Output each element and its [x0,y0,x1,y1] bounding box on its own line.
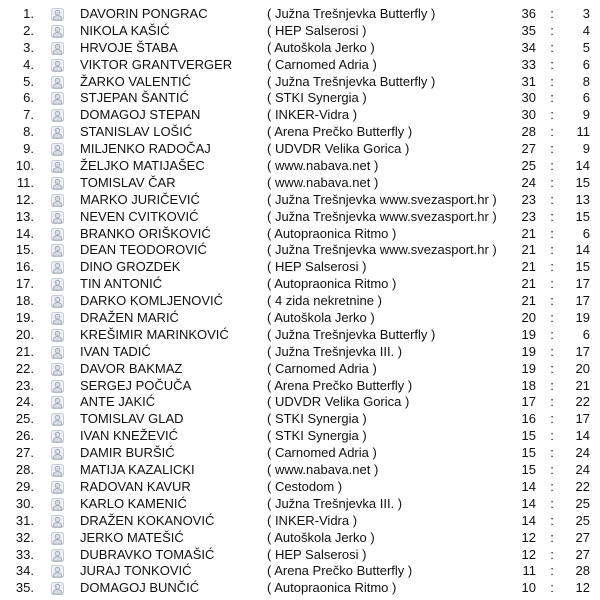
rank-number: 3. [23,39,34,55]
losses-count: 27 [575,546,590,562]
losses-count: 20 [575,360,590,376]
wins-count: 19 [521,326,536,342]
user-avatar-icon [51,532,64,545]
losses-count: 6 [582,56,590,72]
user-avatar-icon [51,244,64,257]
player-name: ŽARKO VALENTIĆ [80,73,192,89]
losses-count: 11 [576,124,590,140]
player-name: VIKTOR GRANTVERGER [80,56,233,72]
player-name: RADOVAN KAVUR [80,478,191,494]
losses-count: 28 [575,563,590,579]
list-item [0,40,600,57]
club-name: ( Carnomed Adria ) [267,56,377,72]
player-name: JERKO MATEŠIĆ [80,529,184,545]
list-item [0,462,600,479]
list-item [0,57,600,74]
user-avatar-icon [51,329,64,342]
user-avatar-icon [51,76,64,89]
losses-count: 15 [575,208,590,224]
wins-count: 21 [521,242,536,258]
player-name: STJEPAN ŠANTIĆ [80,90,189,106]
list-item [0,226,600,243]
score-separator: : [550,428,554,444]
wins-count: 30 [521,90,536,106]
wins-count: 21 [521,276,536,292]
score-separator: : [550,242,554,258]
losses-count: 3 [582,6,590,21]
user-avatar-icon [51,481,64,494]
rank-number: 21. [15,343,34,359]
wins-count: 14 [521,495,536,511]
list-item [0,6,600,23]
club-name: ( UDVDR Velika Gorica ) [267,394,410,410]
wins-count: 18 [521,377,536,393]
losses-count: 21 [575,377,590,393]
list-item [0,293,600,310]
rank-number: 20. [15,326,34,342]
club-name: ( Autoškola Jerko ) [267,310,375,326]
score-separator: : [550,259,554,275]
list-item [0,141,600,158]
rank-number: 35. [15,580,34,596]
user-avatar-icon [51,126,64,139]
losses-count: 25 [575,512,590,528]
list-item [0,310,600,327]
player-name: TOMISLAV ČAR [80,174,176,190]
player-name: TIN ANTONIĆ [80,276,163,292]
list-item [0,124,600,141]
list-item [0,547,600,564]
wins-count: 30 [521,107,536,123]
score-separator: : [550,495,554,511]
player-name: BRANKO ORIŠKOVIĆ [80,225,211,241]
rank-number: 11. [16,174,34,190]
losses-count: 15 [575,259,590,275]
score-separator: : [550,124,554,140]
list-item [0,394,600,411]
rank-number: 5. [23,73,34,89]
club-name: ( HEP Salserosi ) [267,259,367,275]
wins-count: 16 [521,411,536,427]
wins-count: 23 [521,191,536,207]
club-name: ( STKI Synergia ) [267,411,367,427]
user-avatar-icon [51,211,64,224]
losses-count: 19 [575,310,590,326]
user-avatar-icon [51,498,64,511]
rank-number: 28. [15,462,34,478]
score-separator: : [550,411,554,427]
user-avatar-icon [51,278,64,291]
wins-count: 17 [521,394,536,410]
user-avatar-icon [51,25,64,38]
player-name: MILJENKO RADOČAJ [80,141,211,157]
rank-number: 25. [15,411,34,427]
user-avatar-icon [51,346,64,359]
list-item [0,259,600,276]
user-avatar-icon [51,59,64,72]
score-separator: : [550,56,554,72]
player-name: DINO GROZDEK [80,259,181,275]
score-separator: : [550,174,554,190]
player-name: DEAN TEODOROVIĆ [80,242,207,258]
losses-count: 25 [575,495,590,511]
wins-count: 10 [521,580,536,596]
score-separator: : [550,377,554,393]
club-name: ( INKER-Vidra ) [267,107,358,123]
wins-count: 36 [521,6,536,21]
player-name: DAMIR BURŠIĆ [80,445,175,461]
list-item [0,428,600,445]
score-separator: : [550,478,554,494]
club-name: ( Južna Trešnjevka www.svezasport.hr ) [267,242,497,258]
rank-number: 4. [23,56,34,72]
rank-number: 7. [23,107,34,123]
player-name: STANISLAV LOŠIĆ [80,124,193,140]
score-separator: : [550,141,554,157]
wins-count: 12 [521,529,536,545]
user-avatar-icon [51,413,64,426]
player-name: NEVEN CVITKOVIĆ [80,208,199,224]
rank-number: 34. [15,563,34,579]
club-name: ( www.nabava.net ) [267,174,379,190]
user-avatar-icon [51,228,64,241]
user-avatar-icon [51,464,64,477]
list-item [0,74,600,91]
list-item [0,445,600,462]
list-item [0,192,600,209]
list-item [0,580,600,597]
rank-number: 31. [15,512,34,528]
club-name: ( Južna Trešnjevka www.svezasport.hr ) [267,208,497,224]
player-name: DAVORIN PONGRAC [80,6,208,21]
score-separator: : [550,158,554,174]
player-name: DRAŽEN MARIĆ [80,310,179,326]
club-name: ( Južna Trešnjevka III. ) [267,343,403,359]
user-avatar-icon [51,515,64,528]
score-separator: : [550,563,554,579]
user-avatar-icon [51,160,64,173]
wins-count: 19 [521,343,536,359]
wins-count: 21 [521,293,536,309]
user-avatar-icon [51,430,64,443]
rank-number: 12. [15,191,34,207]
losses-count: 22 [575,478,590,494]
losses-count: 22 [575,394,590,410]
user-avatar-icon [51,42,64,55]
club-name: ( www.nabava.net ) [267,462,379,478]
score-separator: : [550,39,554,55]
wins-count: 11 [522,563,536,579]
user-avatar-icon [51,8,64,21]
player-name: DARKO KOMLJENOVIĆ [80,293,224,309]
losses-count: 9 [582,107,590,123]
losses-count: 8 [582,73,590,89]
score-separator: : [550,107,554,123]
losses-count: 27 [575,529,590,545]
user-avatar-icon [51,261,64,274]
player-name: ŽELJKO MATIJAŠEC [80,158,205,174]
losses-count: 6 [582,225,590,241]
rank-number: 2. [23,22,34,38]
club-name: ( 4 zida nekretnine ) [267,293,382,309]
list-item [0,479,600,496]
losses-count: 5 [582,39,590,55]
rank-number: 1. [23,6,34,21]
user-avatar-icon [51,194,64,207]
club-name: ( Arena Prečko Butterfly ) [267,377,413,393]
score-separator: : [550,326,554,342]
rank-number: 27. [15,445,34,461]
player-name: DUBRAVKO TOMAŠIĆ [80,546,215,562]
club-name: ( Autopraonica Ritmo ) [267,580,397,596]
list-item [0,90,600,107]
club-name: ( Carnomed Adria ) [267,360,377,376]
list-item [0,496,600,513]
score-separator: : [550,580,554,596]
list-item [0,23,600,40]
list-item [0,563,600,580]
wins-count: 20 [521,310,536,326]
rank-number: 16. [15,259,34,275]
losses-count: 13 [575,191,590,207]
user-avatar-icon [51,92,64,105]
losses-count: 14 [575,242,590,258]
wins-count: 25 [521,158,536,174]
wins-count: 21 [521,225,536,241]
club-name: ( Južna Trešnjevka www.svezasport.hr ) [267,191,497,207]
player-name: JURAJ TONKOVIĆ [80,563,192,579]
rank-number: 10. [15,158,34,174]
club-name: ( STKI Synergia ) [267,90,367,106]
losses-count: 17 [575,411,590,427]
club-name: ( Južna Trešnjevka Butterfly ) [267,6,436,21]
user-avatar-icon [51,380,64,393]
player-name: DRAŽEN KOKANOVIĆ [80,512,215,528]
player-name: DOMAGOJ BUNČIĆ [80,580,200,596]
user-avatar-icon [51,565,64,578]
club-name: ( Autopraonica Ritmo ) [267,276,397,292]
score-separator: : [550,22,554,38]
losses-count: 17 [575,343,590,359]
wins-count: 14 [521,478,536,494]
rank-number: 13. [15,208,34,224]
losses-count: 6 [582,326,590,342]
player-name: NIKOLA KAŠIĆ [80,22,170,38]
score-separator: : [550,225,554,241]
losses-count: 14 [575,428,590,444]
rank-number: 15. [15,242,34,258]
wins-count: 15 [521,462,536,478]
rank-number: 24. [15,394,34,410]
club-name: ( STKI Synergia ) [267,428,367,444]
score-separator: : [550,529,554,545]
wins-count: 27 [521,141,536,157]
losses-count: 12 [575,580,590,596]
ranking-list [0,6,600,597]
list-item [0,513,600,530]
rank-number: 23. [15,377,34,393]
list-item [0,276,600,293]
list-item [0,344,600,361]
wins-count: 34 [521,39,536,55]
rank-number: 32. [15,529,34,545]
list-item [0,530,600,547]
club-name: ( Cestodom ) [267,478,343,494]
club-name: ( www.nabava.net ) [267,158,379,174]
rank-number: 14. [15,225,34,241]
rank-number: 17. [15,276,34,292]
user-avatar-icon [51,109,64,122]
player-name: SERGEJ POČUČA [80,377,192,393]
rank-number: 29. [15,478,34,494]
score-separator: : [550,293,554,309]
rank-number: 8. [23,124,34,140]
player-name: TOMISLAV GLAD [80,411,184,427]
user-avatar-icon [51,295,64,308]
club-name: ( Autoškola Jerko ) [267,39,375,55]
rank-number: 33. [15,546,34,562]
losses-count: 9 [582,141,590,157]
user-avatar-icon [51,312,64,325]
rank-number: 30. [15,495,34,511]
score-separator: : [550,462,554,478]
club-name: ( HEP Salserosi ) [267,22,367,38]
losses-count: 24 [575,445,590,461]
score-separator: : [550,208,554,224]
wins-count: 14 [521,512,536,528]
club-name: ( Južna Trešnjevka Butterfly ) [267,73,436,89]
score-separator: : [550,73,554,89]
wins-count: 28 [521,124,536,140]
club-name: ( UDVDR Velika Gorica ) [267,141,410,157]
wins-count: 24 [521,174,536,190]
list-item [0,209,600,226]
wins-count: 21 [521,259,536,275]
losses-count: 24 [575,462,590,478]
losses-count: 17 [575,276,590,292]
list-item [0,107,600,124]
rank-number: 18. [15,293,34,309]
player-name: MATIJA KAZALICKI [80,462,195,478]
user-avatar-icon [51,447,64,460]
losses-count: 15 [575,174,590,190]
wins-count: 31 [521,73,536,89]
rank-number: 6. [23,90,34,106]
list-item [0,361,600,378]
losses-count: 6 [582,90,590,106]
user-avatar-icon [51,549,64,562]
losses-count: 14 [575,158,590,174]
wins-count: 12 [521,546,536,562]
club-name: ( Arena Prečko Butterfly ) [267,563,413,579]
club-name: ( HEP Salserosi ) [267,546,367,562]
score-separator: : [550,90,554,106]
club-name: ( Autoškola Jerko ) [267,529,375,545]
score-separator: : [550,276,554,292]
club-name: ( Arena Prečko Butterfly ) [267,124,413,140]
score-separator: : [550,310,554,326]
score-separator: : [550,512,554,528]
user-avatar-icon [51,143,64,156]
club-name: ( Južna Trešnjevka III. ) [267,495,403,511]
score-separator: : [550,394,554,410]
player-name: IVAN TADIĆ [80,343,151,359]
player-name: ANTE JAKIĆ [80,394,156,410]
player-name: KREŠIMIR MARINKOVIĆ [80,326,229,342]
score-separator: : [550,445,554,461]
rank-number: 19. [15,310,34,326]
rank-number: 9. [23,141,34,157]
club-name: ( Autopraonica Ritmo ) [267,225,397,241]
user-avatar-icon [51,582,64,595]
list-item [0,175,600,192]
rank-number: 26. [15,428,34,444]
player-name: KARLO KAMENIĆ [80,495,187,511]
club-name: ( INKER-Vidra ) [267,512,358,528]
wins-count: 33 [521,56,536,72]
wins-count: 15 [521,445,536,461]
player-name: MARKO JURIČEVIĆ [80,191,200,207]
wins-count: 23 [521,208,536,224]
list-item [0,378,600,395]
player-name: DAVOR BAKMAZ [80,360,183,376]
wins-count: 35 [521,22,536,38]
score-separator: : [550,6,554,21]
club-name: ( Carnomed Adria ) [267,445,377,461]
score-separator: : [550,546,554,562]
list-item [0,327,600,344]
wins-count: 19 [521,360,536,376]
losses-count: 4 [582,22,590,38]
rank-number: 22. [15,360,34,376]
player-name: DOMAGOJ STEPAN [80,107,201,123]
list-item [0,158,600,175]
user-avatar-icon [51,363,64,376]
player-name: HRVOJE ŠTABA [80,39,178,55]
list-item [0,411,600,428]
score-separator: : [550,360,554,376]
user-avatar-icon [51,396,64,409]
score-separator: : [550,191,554,207]
wins-count: 15 [521,428,536,444]
player-name: IVAN KNEŽEVIĆ [80,428,179,444]
list-item [0,242,600,259]
score-separator: : [550,343,554,359]
user-avatar-icon [51,177,64,190]
losses-count: 17 [575,293,590,309]
club-name: ( Južna Trešnjevka Butterfly ) [267,326,436,342]
